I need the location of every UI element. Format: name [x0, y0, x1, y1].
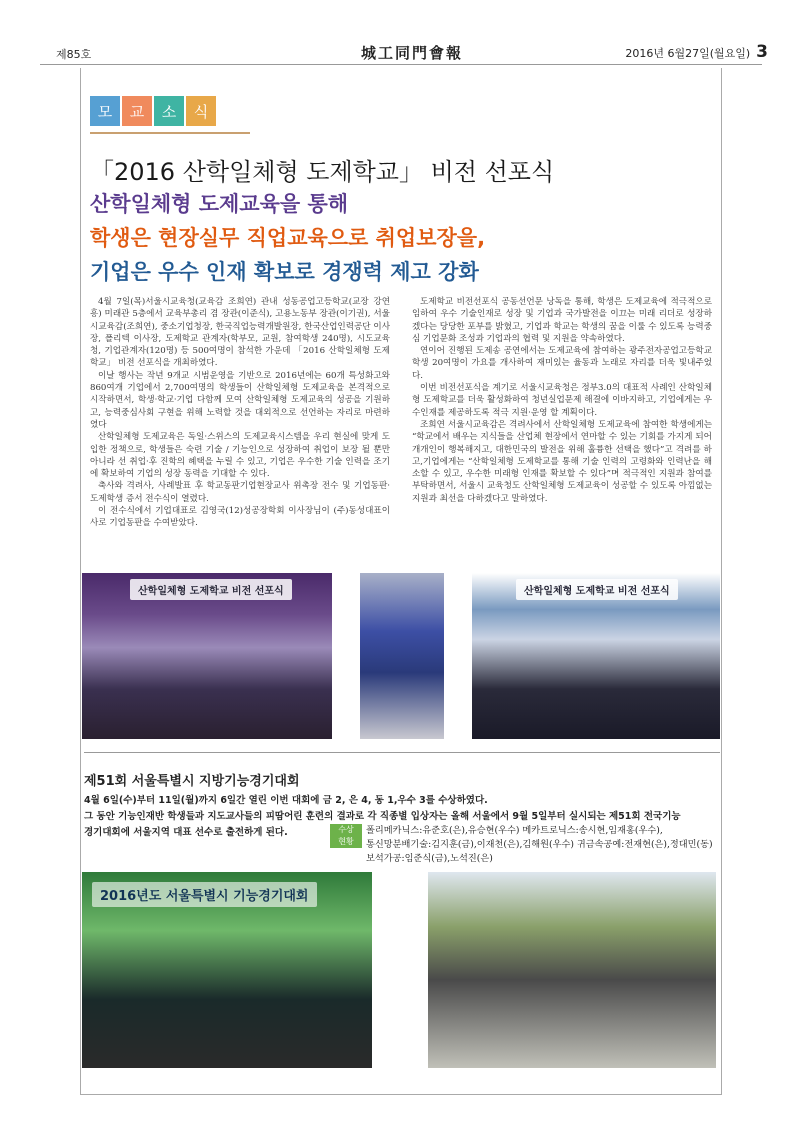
paper-title: 城工同門會報: [360, 44, 463, 62]
issue-number: 제85호: [56, 48, 92, 61]
paragraph: 4월 7일(목)서울시교육청(교육감 조희연) 관내 성동공업고등학교(교장 강연흥) 미래관 5층에서 교육부총리 겸 장관(이준식), 고용노동부 장관(이기권), 서울시교육감(조희연), 중소기업청장, 한국직업능력개발원장, 한국산업인력공단 이사장, 폴리텍 이사장, 도제학교 관계자(학부모, 교원, 참여학생 240명), 시도교육청, 기업관계자(120명) 등 500여명이 참석한 가운데 「2016 산학일체형 도제학교」 비전 선포식을 개최하였다.: [90, 297, 390, 369]
section-divider: [84, 752, 720, 753]
page-number: 3: [756, 42, 768, 62]
contest-title: 제51회 서울특별시 지방기능경기대회: [84, 774, 300, 789]
paragraph: 도제학교 비전선포식 공동선언문 낭독을 통해, 학생은 도제교육에 적극적으로 임하여 우수 기술인재로 성장 및 기업과 국가발전을 이끄는 미래 리더로 성장하겠다는 당당한 포부를 밝혔고, 기업과 학교는 학생의 꿈을 이룰 수 있도록 능력중심 기업문화 조성과 기업과의 협력 및 지원을 약속하였다.: [412, 297, 712, 344]
paragraph: 이날 행사는 작년 9개교 시범운영을 기반으로 2016년에는 60개 특성화고와 860여개 기업에서 2,700여명의 학생들이 산학일체형 도제교육을 본격적으로 시작하면서, 학생·학교·기업 다함께 모여 산학일체형 도제교육의 성공을 기원하고, 능력중심사회 구현을 위해 노력할 것을 대외적으로 선언하는 자리로 마련하였다: [90, 370, 390, 430]
paragraph: 연이어 진행된 도제송 공연에서는 도제교육에 참여하는 광주전자공업고등학교 학생 20여명이 가요를 개사하여 재미있는 율동과 노래로 자리를 더욱 빛내주었다.: [412, 346, 712, 381]
contest-line: 4월 6일(수)부터 11일(월)까지 6일간 열린 이번 대회에 금 2, 은 4, 동 1,우수 3를 수상하였다.: [84, 795, 488, 806]
contest-line: 그 동안 기능인재반 학생들과 지도교사들의 피땀어린 훈련의 결과로 각 직종별 입상자는 올해 서울에서 9월 5일부터 실시되는 제51회 전국기능: [84, 811, 681, 822]
article-subtitle-1: 산학일체형 도제교육을 통해: [90, 192, 349, 216]
issue-date: 2016년 6월27일(월요일) 3: [625, 42, 768, 62]
paragraph: 이 전수식에서 기업대표로 김영국(12)성공장학회 이사장님이 (주)동성대표이사로 기업동판을 수여받았다.: [90, 506, 390, 529]
award-photo: [360, 573, 444, 739]
page-header: [56, 40, 768, 62]
section-tag-underline: [90, 132, 250, 134]
photo-banner: 2016년도 서울특별시 기능경기대회: [92, 882, 317, 907]
article-subtitle-3: 기업은 우수 인재 확보로 경쟁력 제고 강화: [90, 260, 479, 284]
header-rule: [40, 64, 762, 65]
photo-banner: 산학일체형 도제학교 비전 선포식: [130, 579, 292, 600]
article-title: 「2016 산학일체형 도제학교」 비전 선포식: [90, 158, 555, 186]
ceremony-photo: [82, 573, 332, 739]
paragraph: 축사와 격려사, 사례발표 후 학교동판기업현장교사 위촉장 전수 및 기업동판·도제학생 증서 전수식이 열렸다.: [90, 481, 390, 504]
section-tag-char: 교: [122, 96, 152, 126]
ceremony-photo: [472, 573, 720, 739]
paragraph: 산학일체형 도제교육은 독일·스위스의 도제교육시스템을 우리 현실에 맞게 도입한 정책으로, 학생들은 숙련 기술 / 기능인으로 성장하여 취업이 보장 될 뿐만 아니라 선 취업·후 진학의 혜택을 누릴 수 있고, 기업은 우수한 기술 인력을 조기에 확보하여 기업의 성장 동력을 기대할 수 있다.: [90, 432, 390, 480]
paragraph: 이번 비전선포식을 계기로 서울시교육청은 정부3.0의 대표적 사례인 산학일체형 도제학교를 더욱 활성화하여 청년실업문제 해결에 이바지하고, 기업에게는 우수인재를 제공하도록 적극 지원·운영 할 계획이다.: [412, 383, 712, 418]
contest-line: 경기대회에 서울지역 대표 선수로 출전하게 된다.: [84, 827, 288, 838]
section-tag-char: 모: [90, 96, 120, 126]
contest-group-photo: [428, 872, 716, 1068]
award-list-line: 보석가공:임준식(금),노석진(은): [366, 853, 493, 864]
paragraph: 조희연 서울시교육감은 격려사에서 산학일체형 도제교육에 참여한 학생에게는 “학교에서 배우는 지식들을 산업체 현장에서 연마할 수 있는 기회를 가지게 되어 개개인이 행복해지고, 대한민국의 발전을 위해 훌륭한 선택을 했다”고 격려를 하고,기업에게는 “산학일체형 도제학교를 통해 기술 인력의 고령화와 인력난을 해소할 수 있고, 우수한 미래형 인재를 확보할 수 있다”며 적극적인 지원과 참여를 부탁하면서, 서울시 교육청도 산학일체형 도제교육이 성공할 수 있도록 아낌없는 지원과 최선을 다하겠다고 말하였다.: [412, 419, 712, 504]
article-column-left: [90, 296, 390, 530]
award-list-line: 통신망분배기술:김지훈(금),이재천(은),김해원(우수) 귀금속공예:전재현(은),정대민(동): [366, 839, 713, 850]
article-column-right: [412, 296, 712, 505]
section-tag: [90, 96, 218, 126]
contest-group-photo: [82, 872, 372, 1068]
section-tag-char: 식: [186, 96, 216, 126]
award-status-badge: 수상 현황: [330, 824, 362, 848]
article-subtitle-2: 학생은 현장실무 직업교육으로 취업보장을,: [90, 226, 486, 250]
award-list-line: 폴리메카닉스:유준호(은),유승현(우수) 메카트로닉스:송시현,임재홍(우수),: [366, 825, 663, 836]
section-tag-char: 소: [154, 96, 184, 126]
photo-banner: 산학일체형 도제학교 비전 선포식: [516, 579, 678, 600]
